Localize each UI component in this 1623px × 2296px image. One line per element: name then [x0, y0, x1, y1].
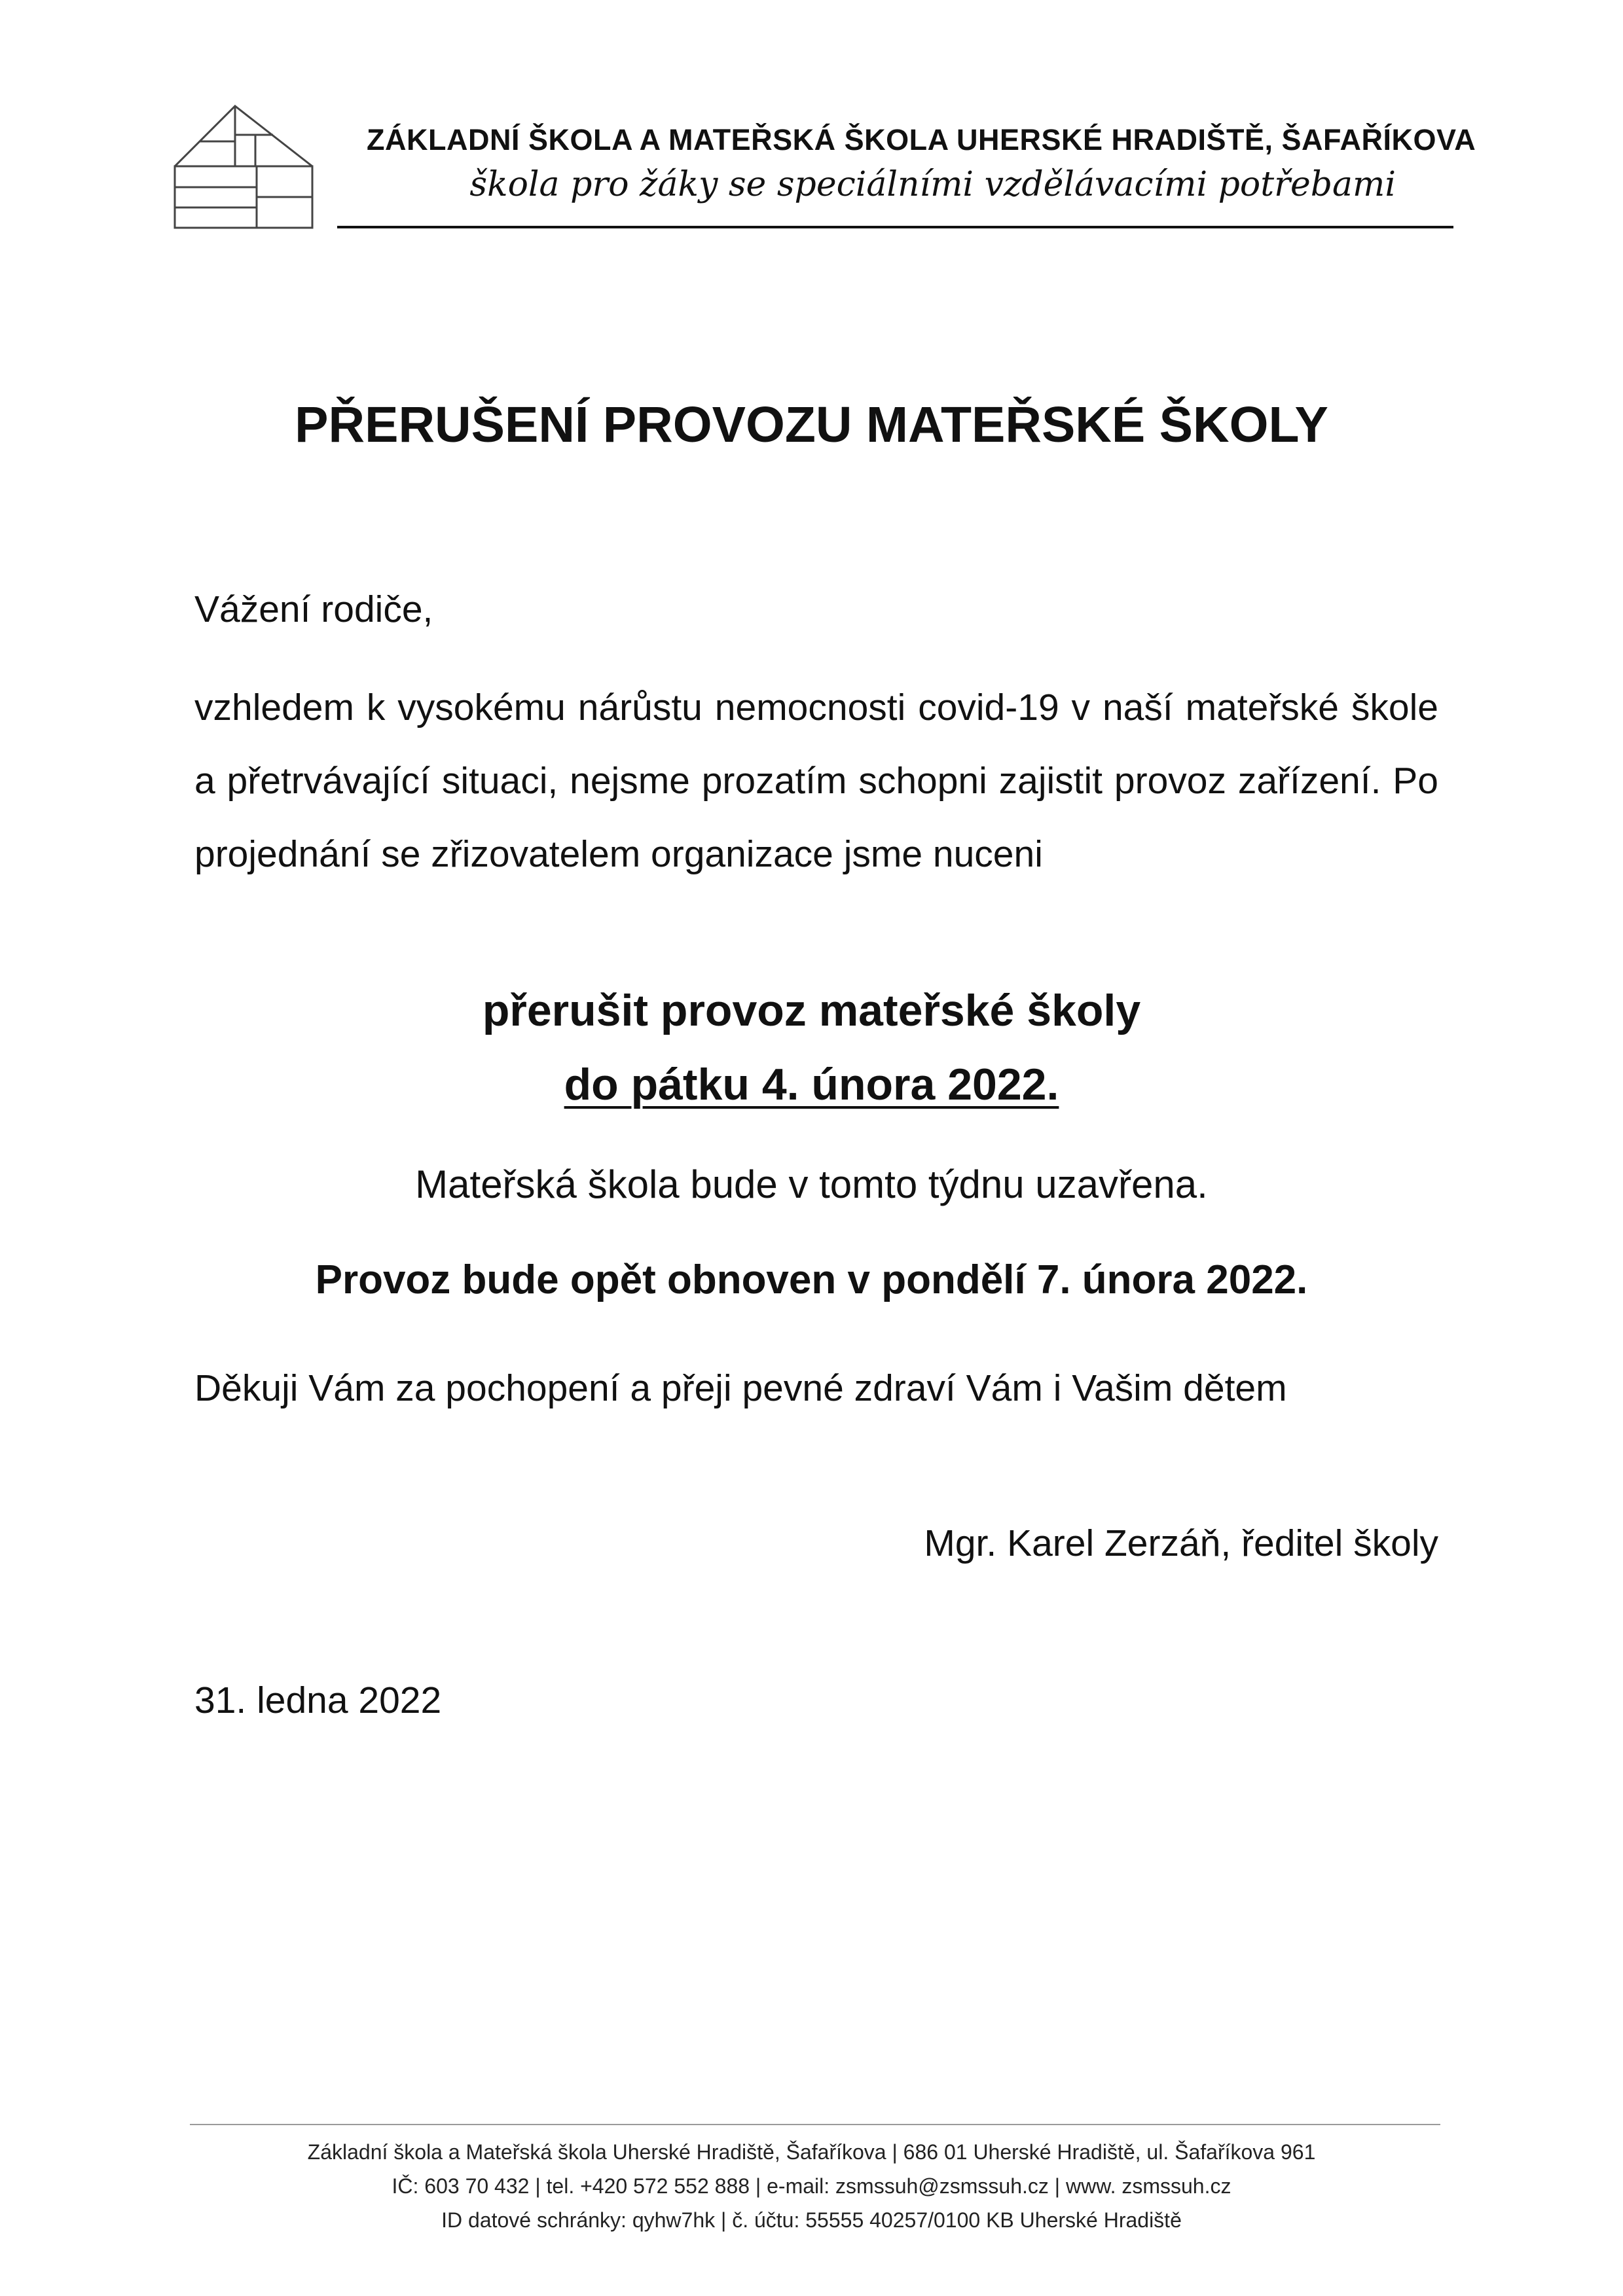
- house-building-blocks-icon: [173, 105, 314, 229]
- footer-bank-info: ID datové schránky: qyhw7hk | č. účtu: 55555 40257/0100 KB Uherské Hradiště: [441, 2208, 1182, 2232]
- closure-end-date-text: do pátku 4. února 2022.: [564, 1060, 1059, 1109]
- main-paragraph: vzhledem k vysokému nárůstu nemocnosti covid-19 v naší mateřské škole a přetrvávající situaci, nejsme prozatím schopni zajistit provoz zařízení. Po projednání se zřizovatelem organizace jsme nuceni: [194, 687, 1438, 875]
- document-date: 31. ledna 2022: [194, 1679, 442, 1721]
- school-motto: škola pro žáky se speciálními vzdělávacími potřebami: [469, 165, 1396, 204]
- page-title: PŘERUŠENÍ PROVOZU MATEŘSKÉ ŠKOLY: [295, 397, 1328, 453]
- thanks-paragraph: Děkuji Vám za pochopení a přeji pevné zdraví Vám i Vašim dětem: [194, 1367, 1287, 1409]
- resume-notice: Provoz bude opět obnoven v pondělí 7. února 2022.: [315, 1257, 1308, 1302]
- footer: [0, 2135, 1623, 2237]
- greeting: Vážení rodiče,: [194, 588, 433, 630]
- footer-divider: [190, 2124, 1440, 2125]
- school-name: ZÁKLADNÍ ŠKOLA A MATEŘSKÁ ŠKOLA UHERSKÉ HRADIŠTĚ, ŠAFAŘÍKOVA: [367, 123, 1476, 156]
- header-divider: [337, 226, 1453, 228]
- footer-contacts: IČ: 603 70 432 | tel. +420 572 552 888 | e-mail: zsmssuh@zsmssuh.cz | www. zsmssuh.cz: [392, 2174, 1231, 2198]
- closure-announcement: přerušit provoz mateřské školy: [482, 986, 1141, 1035]
- footer-address: Základní škola a Mateřská škola Uherské Hradiště, Šafaříkova | 686 01 Uherské Hradiště, ul. Šafaříkova 961: [307, 2140, 1316, 2164]
- signature: Mgr. Karel Zerzáň, ředitel školy: [924, 1522, 1438, 1564]
- closed-notice: Mateřská škola bude v tomto týdnu uzavřena.: [415, 1162, 1208, 1206]
- closure-end-date: [0, 1059, 1623, 1110]
